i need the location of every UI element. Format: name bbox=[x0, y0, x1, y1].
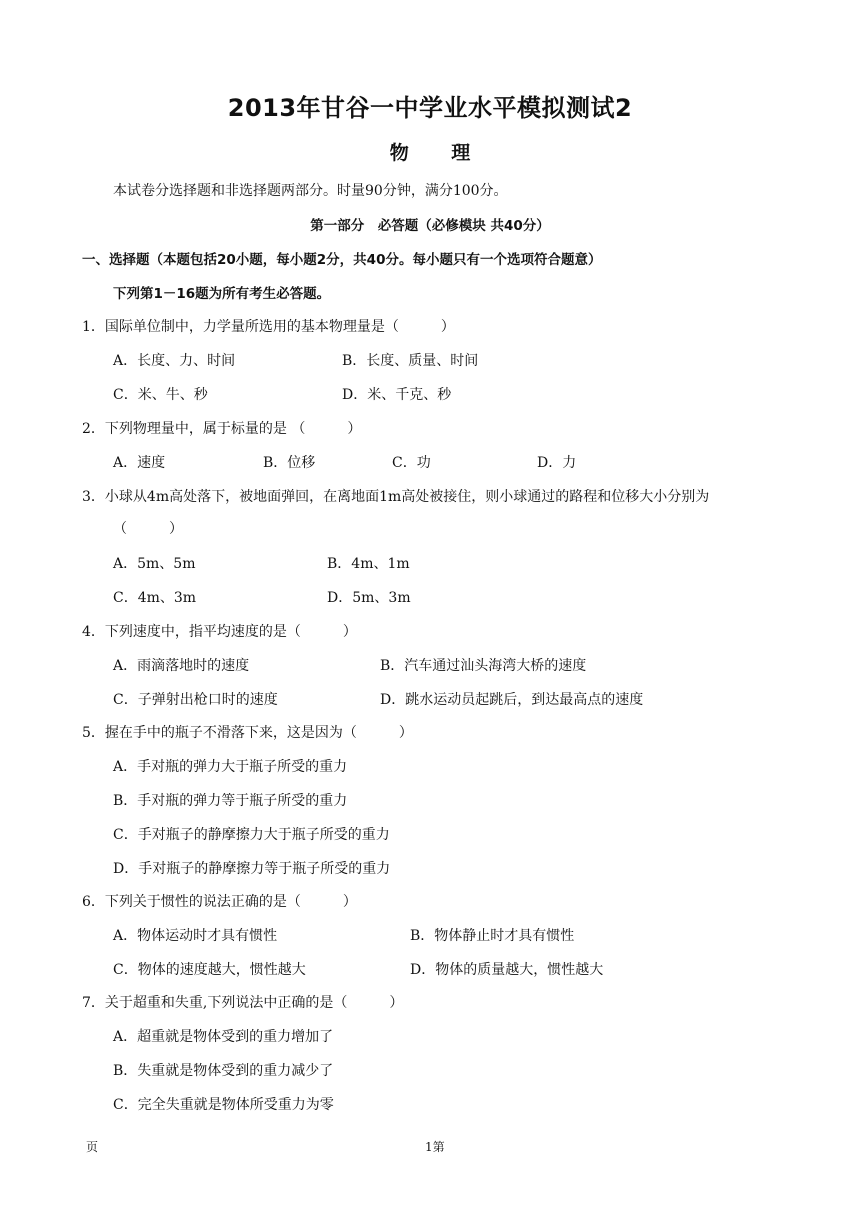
question-6-option-d: D．物体的质量越大，惯性越大 bbox=[410, 962, 604, 978]
question-5-option-b: B．手对瓶的弹力等于瓶子所受的重力 bbox=[113, 793, 348, 809]
question-7-option-b: B．失重就是物体受到的重力减少了 bbox=[113, 1063, 334, 1079]
question-5-stem: 5．握在手中的瓶子不滑落下来，这是因为（ ） bbox=[82, 725, 413, 741]
question-3-option-d: D．5m、3m bbox=[327, 590, 411, 606]
question-1-option-d: D．米、千克、秒 bbox=[342, 387, 452, 403]
page-title: 2013年甘谷一中学业水平模拟测试2 bbox=[227, 94, 633, 122]
question-3-option-c: C．4m、3m bbox=[113, 590, 197, 606]
question-5-option-d: D．手对瓶子的静摩擦力等于瓶子所受的重力 bbox=[113, 861, 391, 877]
question-7-option-c: C．完全失重就是物体所受重力为零 bbox=[113, 1097, 334, 1113]
section-heading: 一、选择题（本题包括20小题，每小题2分，共40分。每小题只有一个选项符合题意） bbox=[82, 252, 602, 268]
question-3-stem-cont: （ ） bbox=[113, 521, 183, 537]
question-6-option-c: C．物体的速度越大，惯性越大 bbox=[113, 962, 306, 978]
question-5-option-c: C．手对瓶子的静摩擦力大于瓶子所受的重力 bbox=[113, 827, 390, 843]
question-3-option-b: B．4m、1m bbox=[327, 556, 410, 572]
question-4-option-a: A．雨滴落地时的速度 bbox=[113, 658, 250, 674]
exam-intro: 本试卷分选择题和非选择题两部分。时量90分钟，满分100分。 bbox=[113, 183, 508, 199]
question-6-stem: 6．下列关于惯性的说法正确的是（ ） bbox=[82, 894, 357, 910]
question-4-option-c: C．子弹射出枪口时的速度 bbox=[113, 692, 278, 708]
question-7-option-a: A．超重就是物体受到的重力增加了 bbox=[113, 1029, 334, 1045]
question-6-option-a: A．物体运动时才具有惯性 bbox=[113, 928, 278, 944]
question-1-option-b: B．长度、质量、时间 bbox=[342, 353, 479, 369]
question-1-option-c: C．米、牛、秒 bbox=[113, 387, 208, 403]
question-2-option-a: A．速度 bbox=[113, 455, 166, 471]
question-2-option-d: D．力 bbox=[537, 455, 577, 471]
question-6-option-b: B．物体静止时才具有惯性 bbox=[410, 928, 575, 944]
question-2-option-b: B．位移 bbox=[263, 455, 316, 471]
question-5-option-a: A．手对瓶的弹力大于瓶子所受的重力 bbox=[113, 759, 348, 775]
question-2-stem: 2．下列物理量中，属于标量的是 （ ） bbox=[82, 421, 362, 437]
question-4-option-d: D．跳水运动员起跳后，到达最高点的速度 bbox=[380, 692, 644, 708]
question-4-stem: 4．下列速度中，指平均速度的是（ ） bbox=[82, 624, 357, 640]
part-heading: 第一部分 必答题（必修模块 共40分） bbox=[310, 218, 550, 234]
question-3-stem: 3．小球从4m高处落下，被地面弹回，在离地面1m高处被接住，则小球通过的路程和位移大小分别为 bbox=[82, 489, 710, 505]
question-7-stem: 7．关于超重和失重,下列说法中正确的是（ ） bbox=[82, 995, 404, 1011]
question-4-option-b: B．汽车通过汕头海湾大桥的速度 bbox=[380, 658, 587, 674]
footer-page-number: 1第 bbox=[425, 1140, 445, 1154]
footer-page-label: 页 bbox=[86, 1140, 99, 1154]
question-1-option-a: A．长度、力、时间 bbox=[113, 353, 236, 369]
question-2-option-c: C．功 bbox=[392, 455, 431, 471]
question-3-option-a: A．5m、5m bbox=[113, 556, 196, 572]
required-note: 下列第1－16题为所有考生必答题。 bbox=[113, 286, 331, 302]
subject-title: 物 理 bbox=[389, 142, 489, 164]
question-1-stem: 1．国际单位制中，力学量所选用的基本物理量是（ ） bbox=[82, 319, 455, 335]
